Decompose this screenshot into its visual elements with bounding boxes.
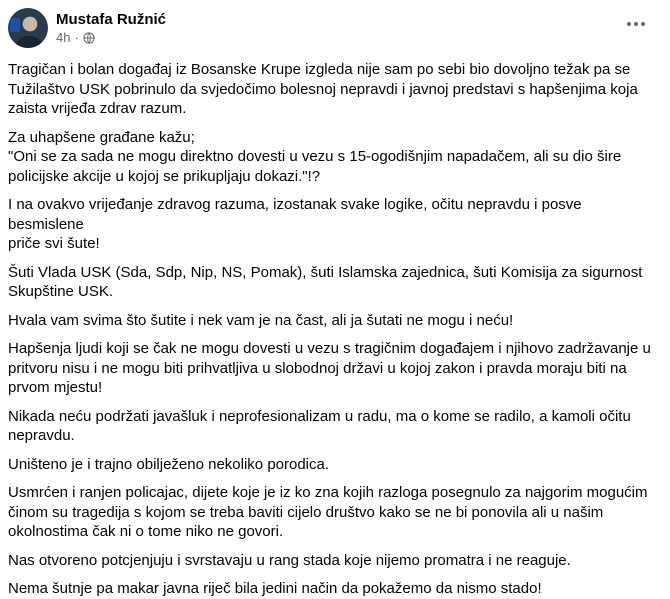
post-text-line: policijske akcije u kojoj se prikupljaju dokazi."!? <box>8 167 321 185</box>
post-text-line: Nas otvoreno potcjenjuju i svrstavaju u rang stada koje nijemo promatra i ne reaguje. <box>8 551 571 569</box>
post-paragraph <box>8 311 658 331</box>
post-text-line: priče svi šute! <box>8 235 100 252</box>
author-avatar[interactable] <box>8 8 48 48</box>
post-text-line: Nikada neću podržati javašluk i neprofesionalizam u radu, ma o kome se radilo, a kamoli očitu <box>8 407 631 425</box>
meta-separator: · <box>74 30 79 45</box>
more-dot-icon <box>634 22 638 26</box>
post-text-line: Hapšenja ljudi koji se čak ne mogu dovesti u vezu s tragičnim događajem i njihovo zadržavanje u <box>8 340 651 357</box>
post-text-line: Tragičan i bolan događaj iz Bosanske Krupe izgleda nije sam po sebi bio dovoljno težak pa se <box>8 61 631 78</box>
post-text-line: okolnostima čak ni o tome niko ne govori. <box>8 523 284 540</box>
post-text-line: Uništeno je i trajno obilježeno nekoliko porodica. <box>8 455 330 473</box>
post-paragraph <box>8 407 658 446</box>
post-meta <box>56 29 166 46</box>
post-header-text <box>56 10 166 46</box>
post-text-line: prvom mjestu! <box>8 379 103 396</box>
more-dot-icon <box>627 22 631 26</box>
post-paragraph <box>8 60 658 119</box>
post-text-line: Hvala vam svima što šutite i nek vam je na čast, ali ja šutati ne mogu i neću! <box>8 311 514 329</box>
post-text-line: Skupštine USK. <box>8 283 114 300</box>
post-text-line: činom su tragedija s kojom se treba baviti cijelo društvo kako se ne bi ponovila ali u našim <box>8 503 604 521</box>
post-text-line: Usmrćen i ranjen policajac, dijete koje je iz ko zna kojih razloga posegnulo za najgorim mogućim <box>8 484 648 501</box>
author-name[interactable]: Mustafa Ružnić <box>56 11 167 28</box>
post-text-line: Za uhapšene građane kažu; <box>8 128 195 146</box>
post-text-line: nepravdu. <box>8 427 75 444</box>
post-timestamp[interactable]: 4h <box>56 30 71 45</box>
post-paragraph <box>8 551 658 571</box>
post-text-line: Tužilaštvo USK pobrinulo da svjedočimo bolesnoj nepravdi i javnoj predstavi s hapšenjima koja <box>8 80 638 98</box>
post-text-line: "Oni se za sada ne mogu direktno dovesti u vezu s 15-ogodišnjim napadačem, ali su dio šire <box>8 148 622 165</box>
post-text-line: Šuti Vlada USK (Sda, Sdp, Nip, NS, Pomak), šuti Islamska zajednica, šuti Komisija za sigurnost <box>8 263 643 281</box>
more-dot-icon <box>641 22 645 26</box>
post-paragraph <box>8 579 658 599</box>
flag-icon <box>10 18 20 32</box>
more-options-button[interactable] <box>620 12 652 36</box>
post-paragraph <box>8 195 658 254</box>
post-paragraph <box>8 339 658 398</box>
post-text-line: Nema šutnje pa makar javna riječ bila jedini način da pokažemo da nismo stado! <box>8 580 542 597</box>
post-header <box>8 6 658 50</box>
post-body <box>8 60 658 599</box>
post-paragraph <box>8 128 658 187</box>
post-paragraph <box>8 263 658 302</box>
globe-icon[interactable] <box>83 32 95 44</box>
post-text-line: pritvoru nisu i ne mogu biti prihvatljiva u slobodnoj državi u kojoj zakon i pravda moraju biti na <box>8 359 627 377</box>
post-paragraph <box>8 483 658 542</box>
post-text-line: I na ovakvo vrijeđanje zdravog razuma, izostanak svake logike, očitu nepravdu i posve besmislene <box>8 196 582 233</box>
post-paragraph <box>8 455 658 475</box>
post-text-line: zaista vrijeđa zdrav razum. <box>8 100 187 117</box>
